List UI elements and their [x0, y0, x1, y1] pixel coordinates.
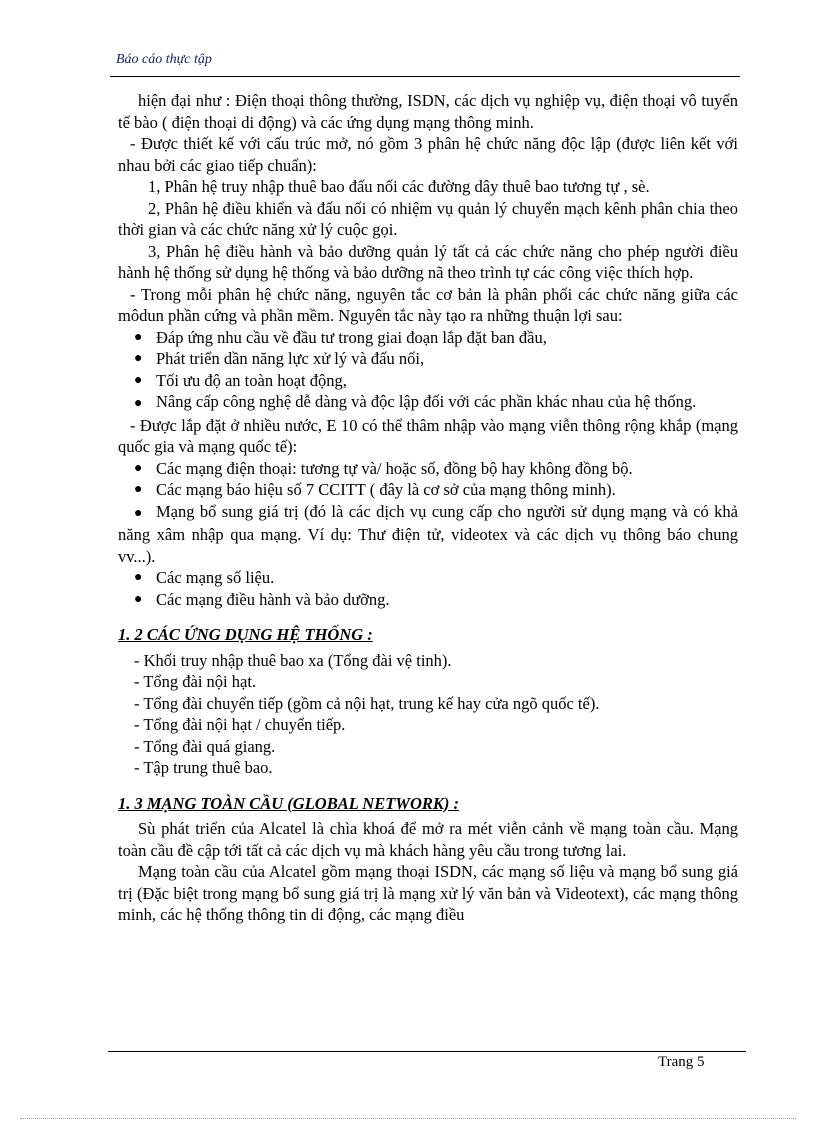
paragraph: hiện đại như : Điện thoại thông thường, ISDN, các dịch vụ nghiệp vụ, điện thoại vô tuyến tế bào ( điện thoại di động) và các ứng dụng mạng thông minh.	[118, 91, 738, 132]
list-item: - Khối truy nhập thuê bao xa (Tổng đài vệ tinh).	[134, 650, 452, 670]
paragraph: 2, Phân hệ điều khiển và đấu nối có nhiệm vụ quản lý chuyển mạch kênh phân chia theo thời gian và các chức năng xử lý cuộc gọi.	[118, 198, 738, 239]
document-body	[118, 90, 738, 926]
page-number: Trang 5	[658, 1054, 705, 1070]
paragraph: 1, Phân hệ truy nhập thuê bao đấu nối các đường dây thuê bao tương tự , sè.	[148, 177, 650, 196]
bullet-dot-icon: ●	[134, 372, 143, 388]
list-item: - Tập trung thuê bao.	[134, 758, 273, 777]
list-item: ● Nâng cấp công nghệ dễ dàng và độc lập đối với các phần khác nhau của hệ thống.	[118, 391, 738, 415]
bullet-dot-icon: ●	[134, 329, 143, 345]
paragraph: - Được thiết kế với cấu trúc mở, nó gồm 3 phân hệ chức năng độc lập (được liên kết với nhau bởi các giao tiếp chuẩn):	[118, 134, 738, 175]
header-title: Báo cáo thực tập	[116, 52, 212, 67]
list-item: ● Phát triển dần năng lực xử lý và đấu nối,	[118, 348, 738, 370]
paragraph: Mạng toàn cầu của Alcatel gồm mạng thoại ISDN, các mạng số liệu và mạng bổ sung giá trị (Đặc biệt trong mạng bổ sung giá trị là mạng xử lý văn bản và Videotext), các mạng thông minh, các hệ thống thông tin di động, các mạng điều	[118, 862, 738, 924]
bullet-dot-icon: ●	[134, 482, 143, 497]
paragraph: 3, Phân hệ điều hành và bảo dưỡng quản lý tất cả các chức năng cho phép người điều hành hệ thống sử dụng hệ thống và bảo dưỡng nã theo trình tự các công việc thích hợp.	[118, 241, 738, 282]
bullet-dot-icon: ●	[134, 505, 143, 521]
list-item: - Tổng đài chuyển tiếp (gồm cả nội hạt, trung kế hay cửa ngõ quốc tế).	[134, 693, 600, 713]
bullet-dot-icon: ●	[134, 591, 143, 607]
list-item: ● Đáp ứng nhu cầu về đầu tư trong giai đoạn lắp đặt ban đầu,	[118, 327, 738, 349]
footer-rule	[108, 1051, 746, 1052]
list-item: ● Các mạng điện thoại: tương tự và/ hoặc số, đồng bộ hay không đồng bộ.	[118, 458, 738, 480]
paragraph: Sù phát triển của Alcatel là chìa khoá để mở ra mét viễn cảnh về mạng toàn cầu. Mạng toàn cầu đề cập tới tất cả các dịch vụ mà khách hàng yêu cầu trong tương lai.	[118, 819, 738, 860]
section-heading: 1. 3 MẠNG TOÀN CẦU (GLOBAL NETWORK) :	[118, 793, 460, 813]
header-rule	[110, 76, 740, 77]
list-item: - Tổng đài nội hạt / chuyển tiếp.	[134, 715, 346, 734]
bullet-dot-icon: ●	[134, 460, 143, 476]
list-item: ● Tối ưu độ an toàn hoạt động,	[118, 370, 738, 392]
list-item: ● Các mạng điều hành và bảo dưỡng.	[118, 589, 738, 611]
bullet-dot-icon: ●	[134, 570, 143, 585]
list-item: ● Các mạng báo hiệu số 7 CCITT ( đây là cơ sở của mạng thông minh).	[118, 479, 738, 501]
page-edge-divider	[20, 1118, 796, 1119]
list-item: ● Các mạng số liệu.	[118, 567, 738, 589]
section-heading: 1. 2 CÁC ỨNG DỤNG HỆ THỐNG :	[118, 625, 373, 644]
paragraph: - Trong mỗi phân hệ chức năng, nguyên tắc cơ bản là phân phối các chức năng giữa các môdun phần cứng và phần mềm. Nguyên tắc này tạo ra những thuận lợi sau:	[118, 284, 738, 325]
paragraph: - Được lắp đặt ở nhiều nước, E 10 có thể thâm nhập vào mạng viễn thông rộng khắp (mạng quốc gia và mạng quốc tế):	[118, 415, 738, 456]
bullet-dot-icon: ●	[134, 396, 143, 411]
list-item: ● Mạng bổ sung giá trị (đó là các dịch vụ cung cấp cho người sử dụng mạng và có khả năng xâm nhập qua mạng. Ví dụ: Thư điện tử, videotex và các dịch vụ thông báo chung vv...).	[118, 501, 738, 566]
list-item: - Tổng đài quá giang.	[134, 736, 276, 756]
list-item: - Tổng đài nội hạt.	[134, 672, 257, 691]
bullet-dot-icon: ●	[134, 351, 143, 366]
